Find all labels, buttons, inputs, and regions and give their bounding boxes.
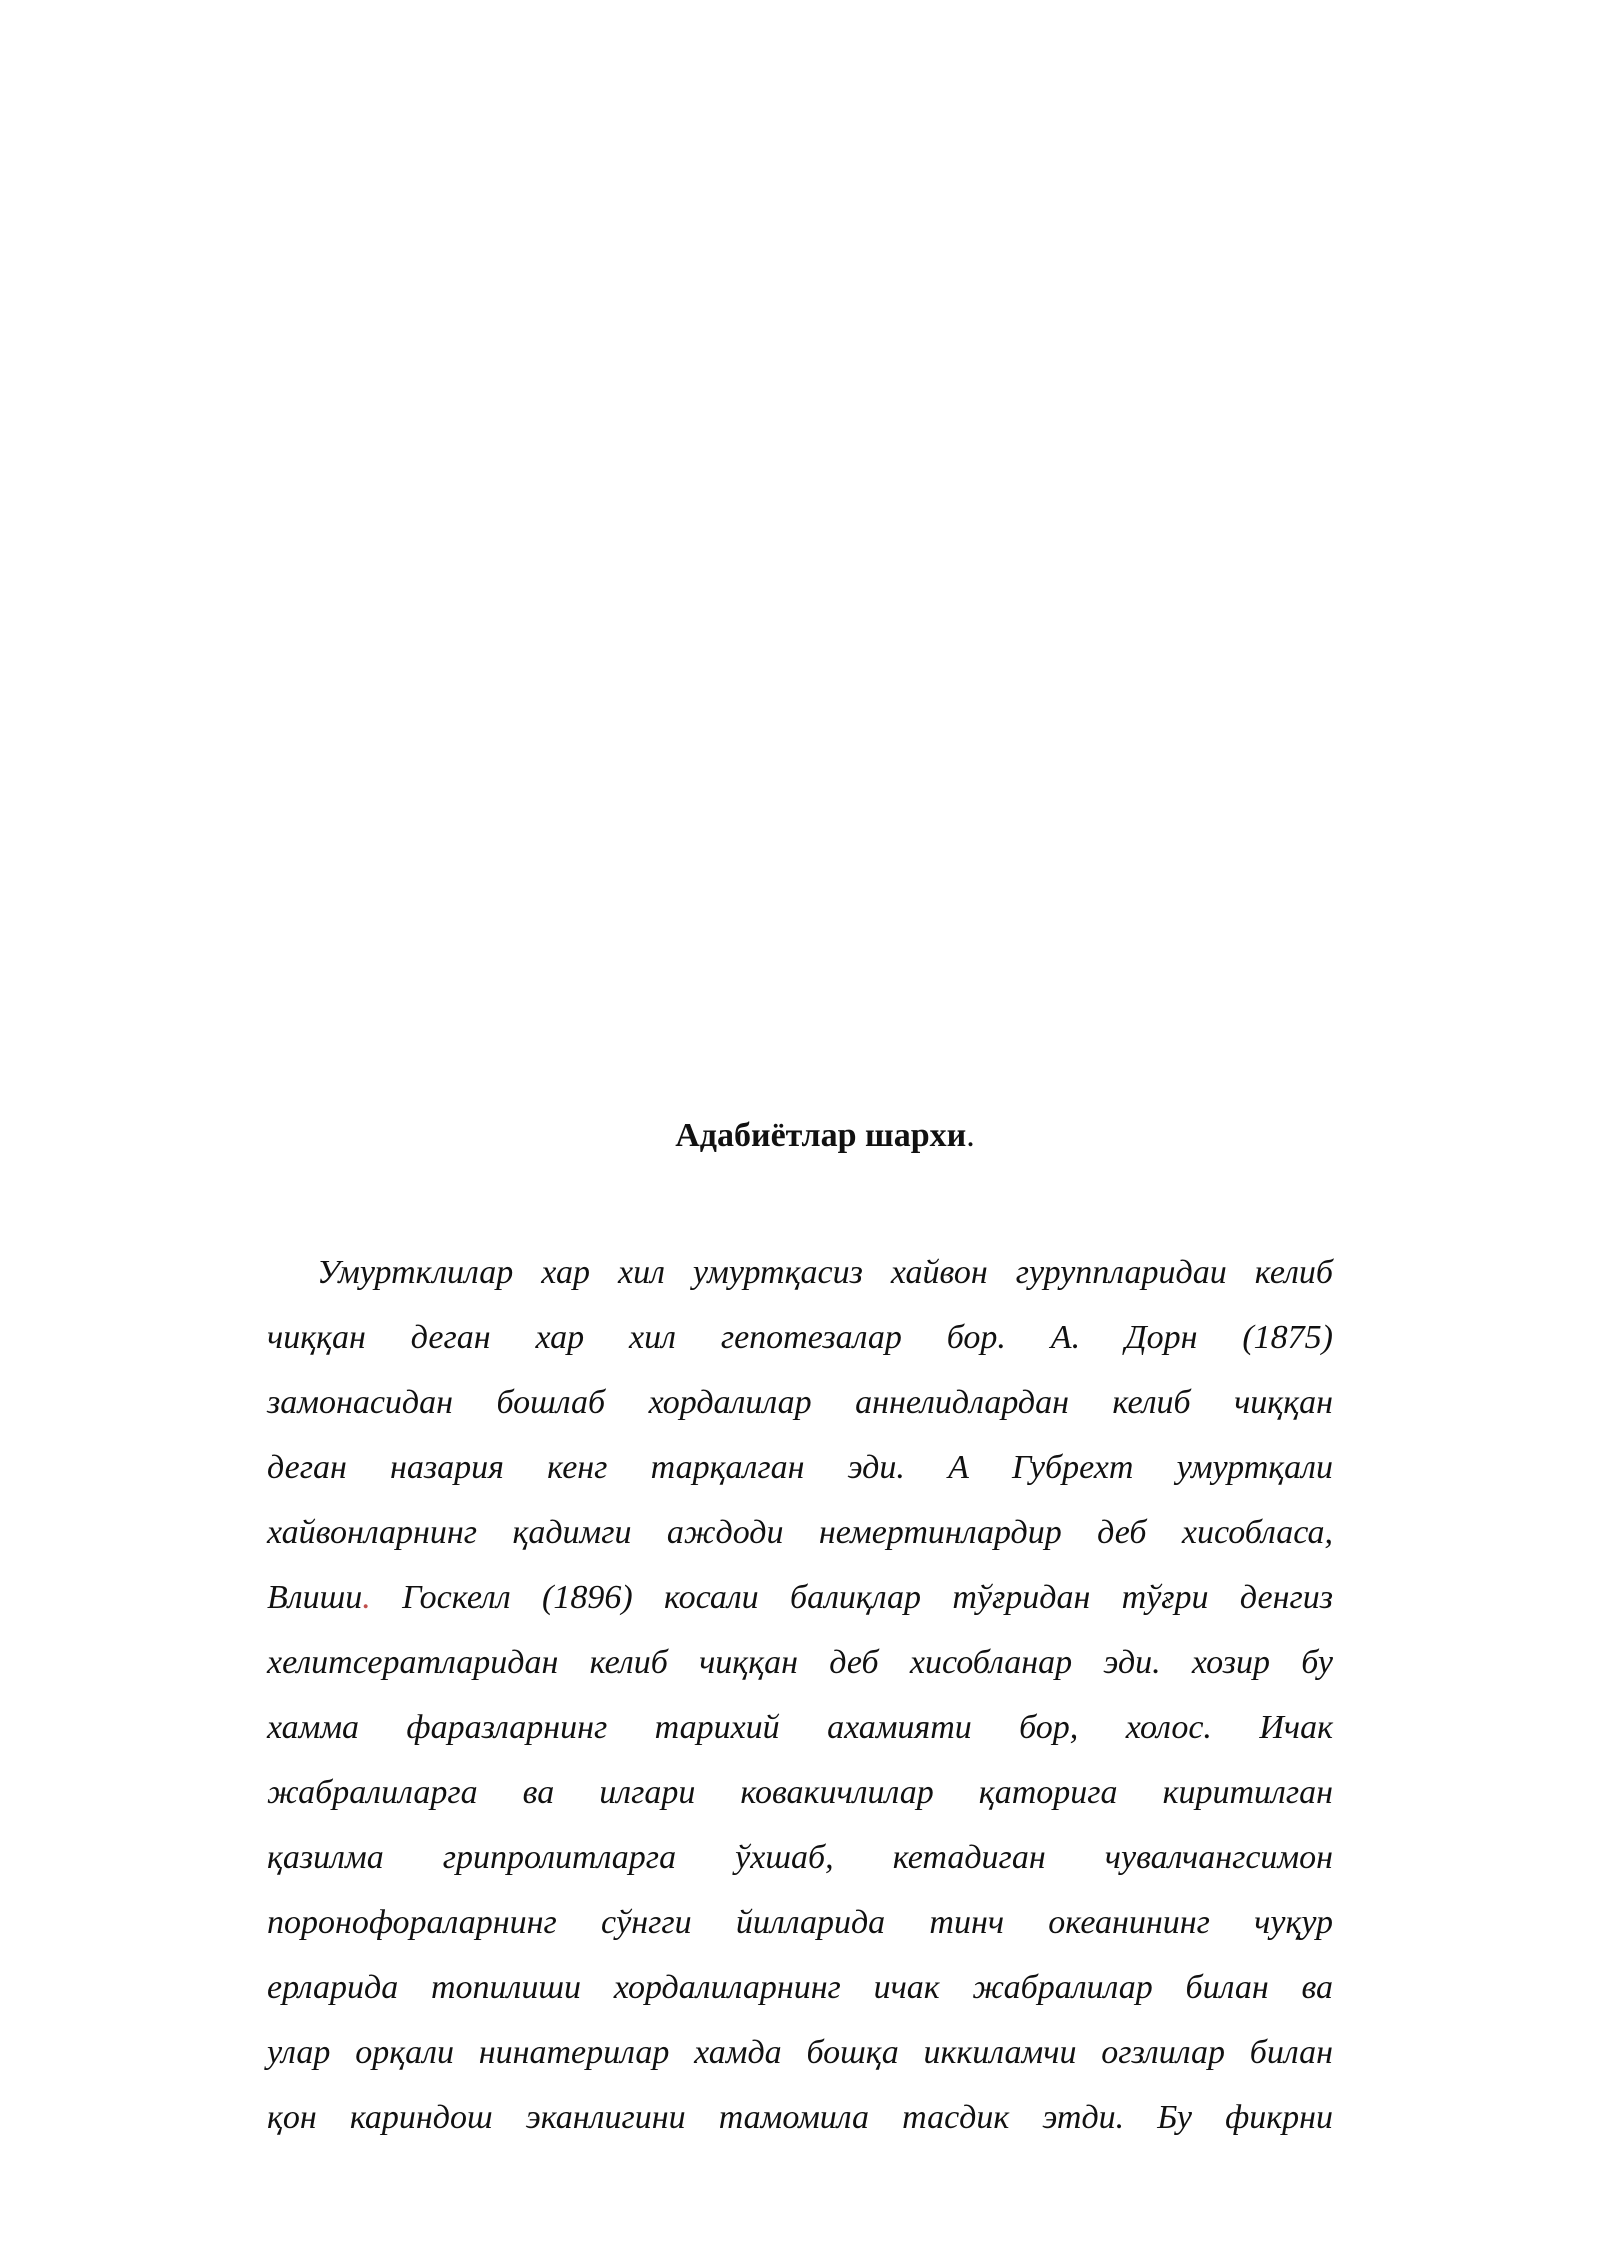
paragraph-line: жабралиларга ва илгари ковакичлилар қаторига киритилган — [267, 1774, 1333, 1811]
body-paragraph — [267, 1240, 1333, 2150]
paragraph-line: чиққан деган хар хил гепотезалар бор. А. Дорн (1875) — [267, 1319, 1333, 1356]
paragraph-line: ерларида топилиши хордалиларнинг ичак жабралилар билан ва — [267, 1969, 1333, 2006]
paragraph-line: Умуртклилар хар хил умуртқасиз хайвон гуруппларидаи келиб — [317, 1254, 1333, 1291]
paragraph-line: хелитсератларидан келиб чиққан деб хисобланар эди. хозир бу — [267, 1644, 1333, 1681]
paragraph-line: улар орқали нинатерилар хамда бошқа иккиламчи огзлилар билан — [267, 2034, 1333, 2071]
paragraph-line: деган назария кенг тарқалган эди. А Губрехт умуртқали — [267, 1449, 1333, 1486]
paragraph-line-rest: Госкелл (1896) косали балиқлар тўғридан тўғри денгиз — [370, 1579, 1333, 1616]
paragraph-line: қазилма грипролитларга ўхшаб, кетадиган чувалчангсимон — [267, 1839, 1333, 1876]
paragraph-line: поронофораларнинг сўнгги йилларида тинч океанининг чуқур — [267, 1904, 1333, 1941]
section-heading-title: Адабиётлар шархи — [675, 1117, 967, 1154]
paragraph-line: замонасидан бошлаб хордалилар аннелидлардан келиб чиққан — [267, 1384, 1333, 1421]
section-heading-period: . — [966, 1117, 975, 1154]
paragraph-line — [267, 1565, 1333, 1630]
section-heading — [0, 1112, 1600, 1160]
paragraph-line: қон кариндош эканлигини тамомила тасдик этди. Бу фикрни — [267, 2099, 1333, 2136]
red-dot-mark: . — [362, 1579, 371, 1616]
paragraph-line: хайвонларнинг қадимги аждоди немертинлардир деб хисобласа, — [267, 1514, 1333, 1551]
paragraph-line: хамма фаразларнинг тарихий ахамияти бор, холос. Ичак — [267, 1709, 1333, 1746]
paragraph-line-start: Влиши — [267, 1579, 363, 1616]
